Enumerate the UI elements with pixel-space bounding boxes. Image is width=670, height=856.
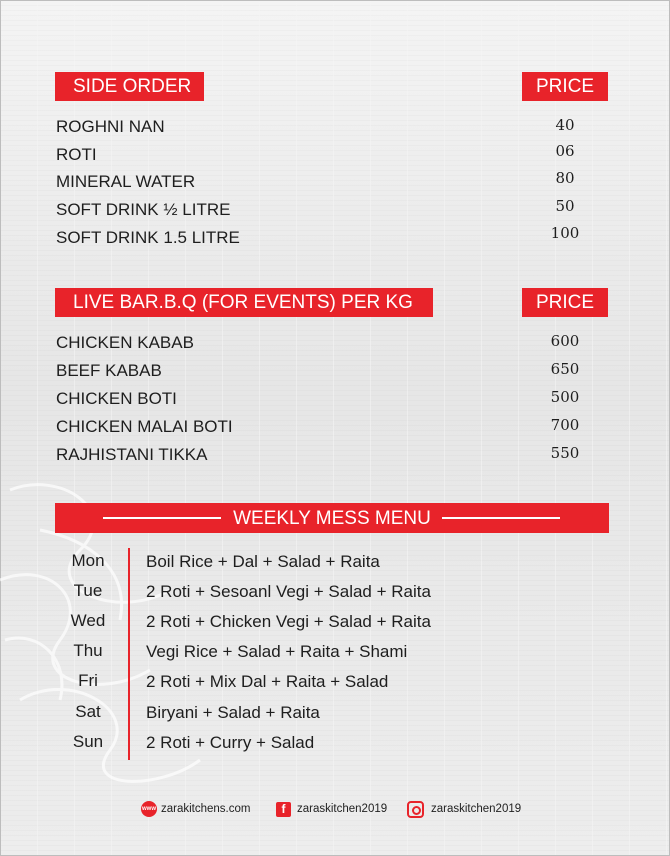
facebook-handle[interactable]: zaraskitchen2019 xyxy=(297,803,388,815)
menu-item-name: CHICKEN BOTI xyxy=(56,389,177,408)
side-order-price-heading: PRICE xyxy=(522,72,608,101)
menu-item-price: 50 xyxy=(555,197,575,215)
menu-item-name: CHICKEN MALAI BOTI xyxy=(56,417,233,436)
live-bbq-heading: LIVE BAR.B.Q (FOR EVENTS) PER KG xyxy=(55,288,433,317)
menu-item-price: 100 xyxy=(550,224,580,242)
weekday-label: Fri xyxy=(78,671,98,690)
weekday-meal: Vegi Rice + Salad + Raita + Shami xyxy=(146,642,408,661)
footer-website[interactable] xyxy=(141,800,250,818)
menu-item-price: 06 xyxy=(555,142,575,160)
weekday-label: Tue xyxy=(73,581,103,600)
globe-icon: www xyxy=(141,801,157,817)
weekly-menu-heading-bar xyxy=(55,503,609,533)
menu-item-price: 40 xyxy=(555,116,575,134)
weekday-meal: 2 Roti + Mix Dal + Raita + Salad xyxy=(146,672,389,691)
menu-item-price: 80 xyxy=(555,169,575,187)
menu-item-name: RAJHISTANI TIKKA xyxy=(56,445,208,464)
menu-item-name: SOFT DRINK 1.5 LITRE xyxy=(56,228,240,247)
menu-item-price: 600 xyxy=(550,332,580,350)
side-order-heading: SIDE ORDER xyxy=(55,72,204,101)
weekday-meal: 2 Roti + Curry + Salad xyxy=(146,733,315,752)
weekly-menu-divider xyxy=(128,548,130,760)
menu-item-name: BEEF KABAB xyxy=(56,361,162,380)
weekday-meal: 2 Roti + Chicken Vegi + Salad + Raita xyxy=(146,612,431,631)
menu-item-name: ROTI xyxy=(56,145,97,164)
menu-item-name: SOFT DRINK ½ LITRE xyxy=(56,200,231,219)
weekday-meal: 2 Roti + Sesoanl Vegi + Salad + Raita xyxy=(146,582,431,601)
weekday-label: Sun xyxy=(72,732,104,751)
website-link[interactable]: zarakitchens.com xyxy=(161,803,251,815)
menu-item-name: MINERAL WATER xyxy=(56,172,196,191)
weekday-label: Wed xyxy=(70,611,106,630)
instagram-icon xyxy=(407,801,424,818)
menu-item-name: CHICKEN KABAB xyxy=(56,333,194,352)
heading-divider-right xyxy=(442,517,560,519)
menu-item-name: ROGHNI NAN xyxy=(56,117,165,136)
weekday-meal: Biryani + Salad + Raita xyxy=(146,703,320,722)
footer-facebook[interactable] xyxy=(276,800,387,818)
footer-instagram[interactable] xyxy=(407,800,521,818)
weekday-label: Sat xyxy=(75,702,101,721)
weekly-menu-heading: WEEKLY MESS MENU xyxy=(233,508,431,529)
menu-item-price: 500 xyxy=(550,388,580,406)
menu-item-price: 650 xyxy=(550,360,580,378)
instagram-handle[interactable]: zaraskitchen2019 xyxy=(431,803,522,815)
weekday-meal: Boil Rice + Dal + Salad + Raita xyxy=(146,552,380,571)
weekday-label: Mon xyxy=(71,551,105,570)
menu-item-price: 550 xyxy=(550,444,580,462)
facebook-icon: f xyxy=(276,802,291,817)
live-bbq-price-heading: PRICE xyxy=(522,288,608,317)
menu-item-price: 700 xyxy=(550,416,580,434)
weekday-label: Thu xyxy=(73,641,103,660)
